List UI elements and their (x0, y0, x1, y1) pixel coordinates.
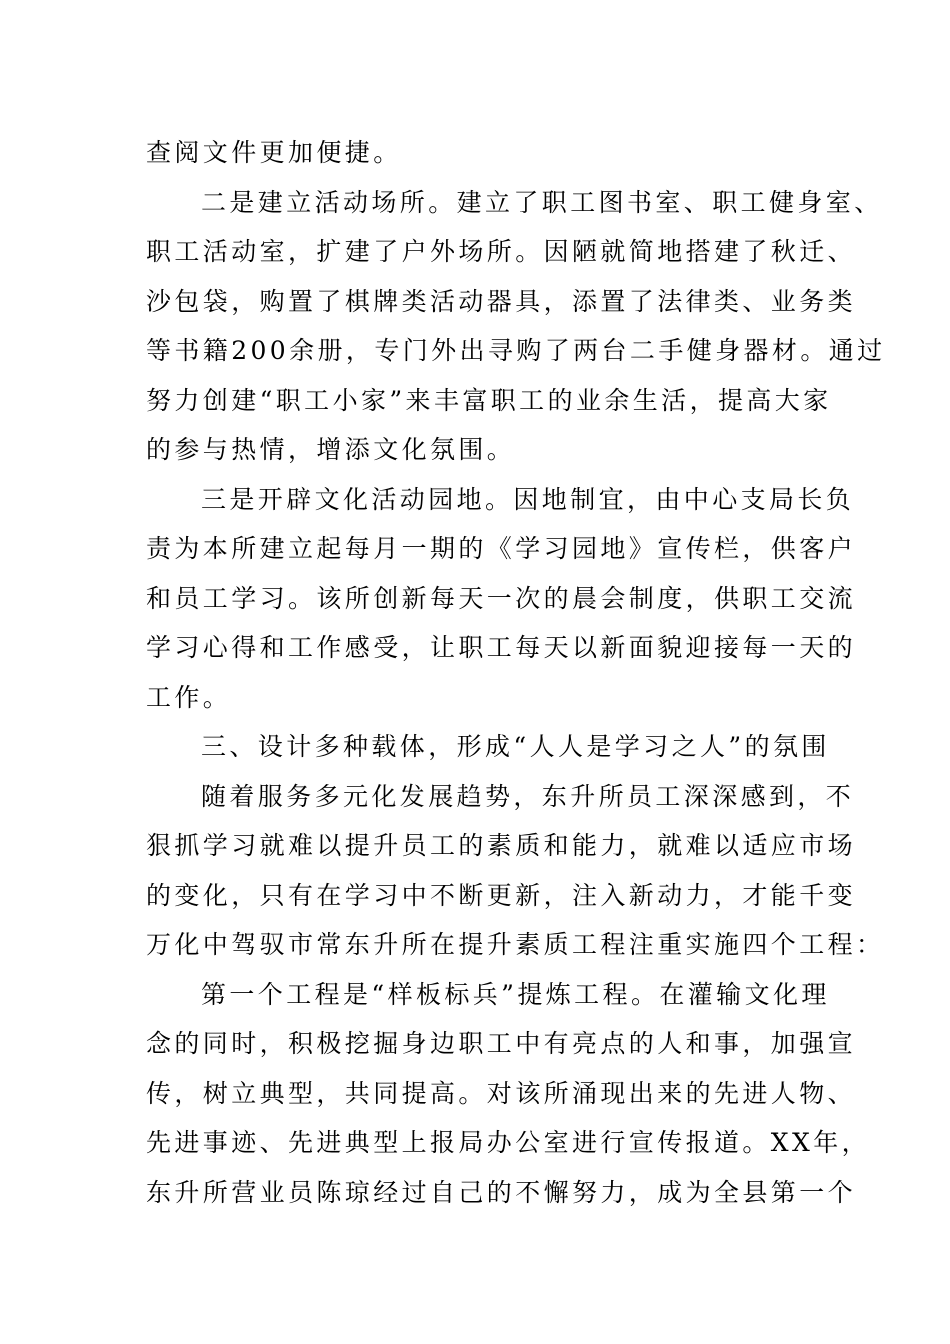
text-line: 查阅文件更加便捷。 (146, 138, 402, 167)
text-line: 的参与热情，增添文化氛围。 (146, 435, 516, 464)
text-line: 随着服务多元化发展趋势，东升所员工深深感到，不 (201, 781, 855, 811)
text-line: 等书籍200余册，专门外出寻购了两台二手健身器材。通过 (146, 336, 886, 365)
text-line: 和员工学习。该所创新每天一次的晨会制度，供职工交流 (146, 583, 857, 613)
text-line: 念的同时，积极挖掘身边职工中有亮点的人和事，加强宣 (146, 1029, 857, 1058)
text-line: 学习心得和工作感受，让职工每天以新面貌迎接每一天的 (146, 633, 857, 662)
text-line: 第一个工程是“样板标兵”提炼工程。在灌输文化理 (201, 979, 830, 1009)
section-heading: 三、设计多种载体，形成“人人是学习之人”的氛围 (201, 732, 830, 761)
text-line: 沙包袋，购置了棋牌类活动器具，添置了法律类、业务类 (146, 286, 857, 316)
text-line: 狠抓学习就难以提升员工的素质和能力，就难以适应市场 (146, 831, 857, 860)
text-line: 三是开辟文化活动园地。因地制宜，由中心支局长负 (201, 484, 855, 514)
document-body (146, 128, 886, 1217)
text-line: 传，树立典型，共同提高。对该所涌现出来的先进人物、 (146, 1078, 857, 1108)
text-line: 努力创建“职工小家”来丰富职工的业余生活，提高大家 (146, 385, 832, 415)
text-line: 责为本所建立起每月一期的《学习园地》宣传栏，供客户 (146, 534, 857, 563)
text-line: 东升所营业员陈琼经过自己的不懈努力，成为全县第一个 (146, 1177, 857, 1207)
text-line: 工作。 (146, 682, 232, 712)
text-line: 万化中驾驭市常东升所在提升素质工程注重实施四个工程： (146, 930, 885, 959)
text-line: 的变化，只有在学习中不断更新，注入新动力，才能千变 (146, 880, 857, 910)
text-line: 先进事迹、先进典型上报局办公室进行宣传报道。XX年， (146, 1128, 870, 1157)
text-line: 二是建立活动场所。建立了职工图书室、职工健身室、 (201, 187, 883, 217)
text-line: 职工活动室，扩建了户外场所。因陋就简地搭建了秋迁、 (146, 237, 857, 266)
